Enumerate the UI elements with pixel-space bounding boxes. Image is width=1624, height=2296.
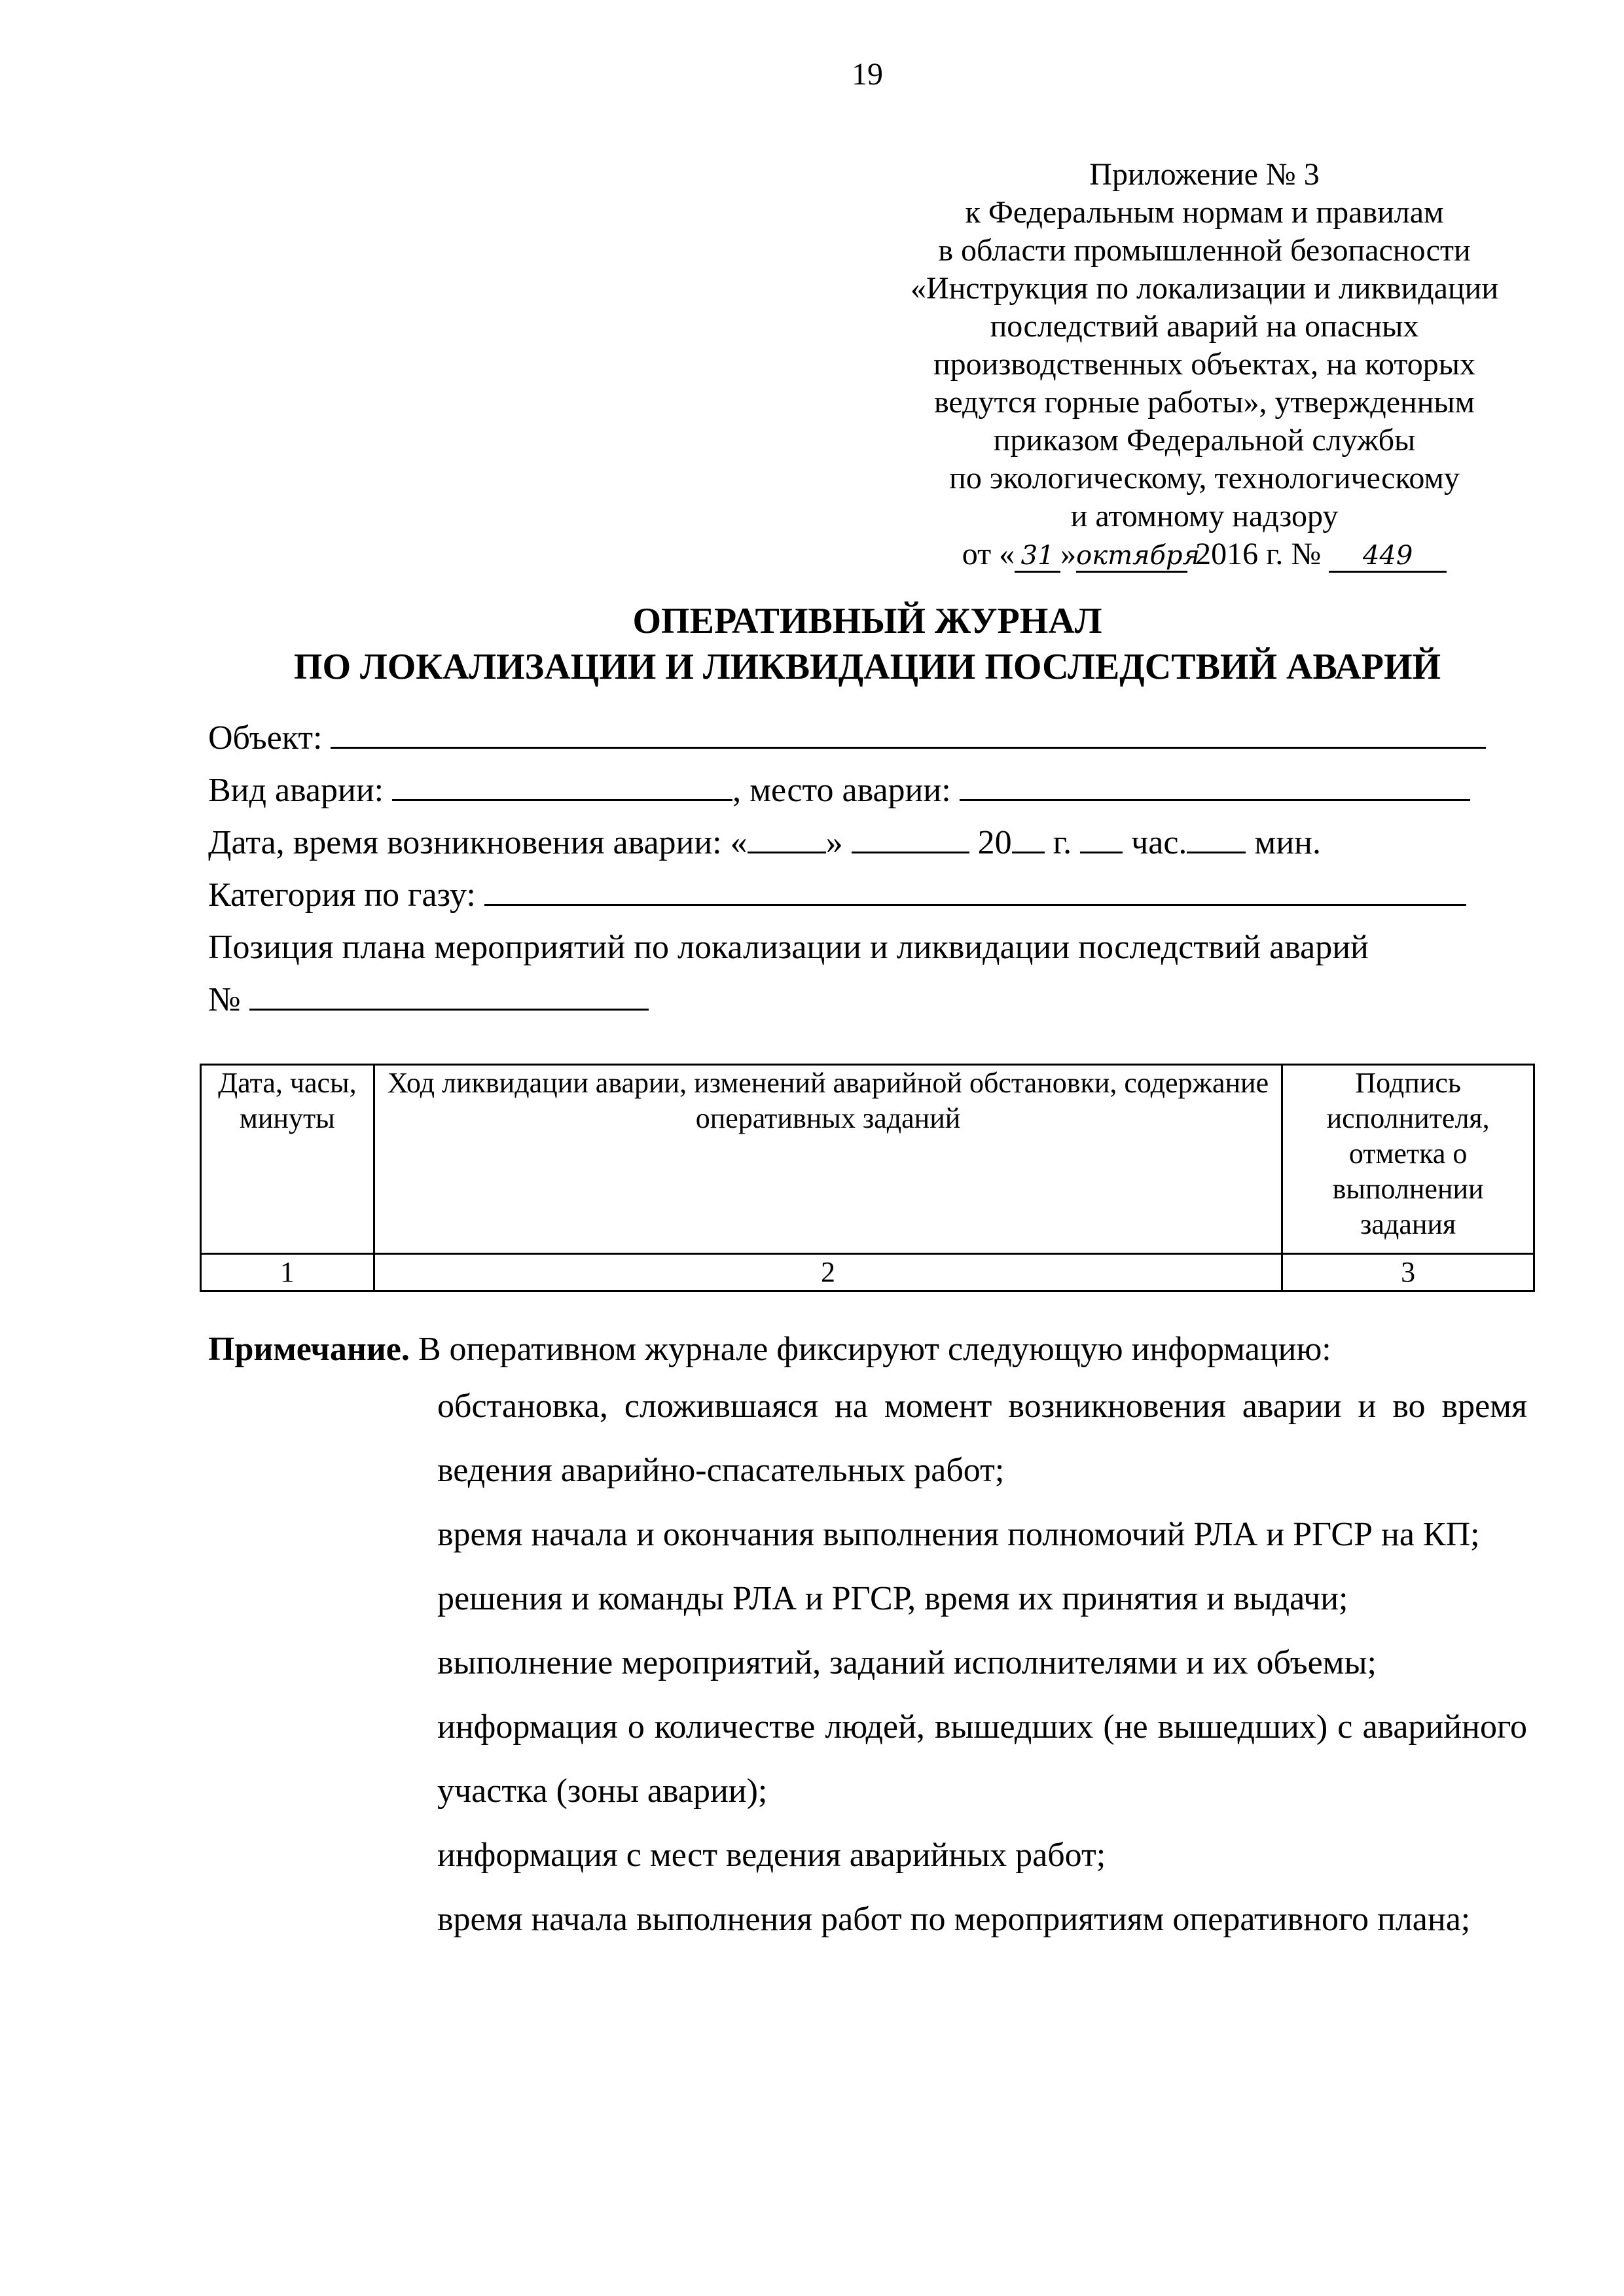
month-field[interactable] — [852, 825, 969, 853]
column-number: 1 — [201, 1254, 374, 1291]
accident-place-label: , место аварии: — [732, 772, 951, 809]
handwritten-order-number: 449 — [1329, 541, 1447, 573]
appendix-line: к Федеральным нормам и правилам — [965, 195, 1444, 230]
gas-category-row — [208, 876, 1527, 914]
appendix-line: Приложение № 3 — [1089, 157, 1320, 192]
appendix-line: последствий аварий на опасных — [990, 309, 1419, 344]
day-field[interactable] — [748, 825, 826, 853]
minute-label: мин. — [1254, 824, 1321, 861]
object-field[interactable] — [331, 721, 1486, 749]
appendix-line: и атомному надзору — [1070, 499, 1339, 533]
list-item: решения и команды РЛА и РГСР, время их принятия и выдачи; — [437, 1580, 1348, 1617]
handwritten-day: 31 — [1015, 541, 1060, 573]
header-signature: Подпись исполнителя, отметка о выполнении задания — [1282, 1065, 1534, 1254]
plan-number-field[interactable] — [249, 982, 649, 1011]
accident-type-label: Вид аварии: — [208, 772, 384, 809]
column-number: 3 — [1282, 1254, 1534, 1291]
date-mid: » — [1060, 537, 1077, 571]
year-suffix: г. — [1053, 824, 1072, 861]
hour-label: час. — [1131, 824, 1187, 861]
table-header-row — [201, 1065, 1534, 1254]
header-datetime: Дата, часы, минуты — [201, 1065, 374, 1254]
plan-position-row — [208, 928, 1527, 967]
accident-type-row — [208, 771, 1527, 810]
minute-field[interactable] — [1187, 825, 1246, 853]
title-line-2: ПО ЛОКАЛИЗАЦИИ И ЛИКВИДАЦИИ ПОСЛЕДСТВИЙ АВАРИЙ — [293, 647, 1441, 687]
list-item: выполнение мероприятий, заданий исполнителями и их объемы; — [437, 1644, 1377, 1681]
list-item: информация о количестве людей, вышедших (не вышедших) с аварийного участка (зоны аварии); — [437, 1708, 1527, 1810]
note-label: Примечание. — [208, 1331, 410, 1368]
hour-field[interactable] — [1080, 825, 1123, 853]
appendix-line: приказом Федеральной службы — [993, 423, 1416, 457]
datetime-row — [208, 823, 1527, 862]
datetime-label: Дата, время возникновения аварии: « — [208, 824, 748, 861]
accident-type-field[interactable] — [392, 773, 732, 801]
list-item: обстановка, сложившаяся на момент возникновения аварии и во время ведения аварийно-спасательных работ; — [437, 1388, 1527, 1489]
year-prefix: 20 — [977, 824, 1012, 861]
header-progress: Ход ликвидации аварии, изменений аварийной обстановки, содержание оперативных заданий — [374, 1065, 1282, 1254]
plan-number-label: № — [208, 981, 241, 1018]
list-item: время начала и окончания выполнения полномочий РЛА и РГСР на КП; — [437, 1516, 1480, 1553]
appendix-block — [844, 156, 1564, 573]
operational-log-table — [200, 1064, 1535, 1292]
column-number: 2 — [374, 1254, 1282, 1291]
appendix-line: производственных объектах, на которых — [933, 347, 1476, 382]
date-year: 2016 г. № — [1195, 537, 1322, 571]
page-number: 19 — [852, 57, 883, 92]
object-label: Объект: — [208, 719, 323, 757]
note-list — [437, 1374, 1527, 1952]
note-intro: В оперативном журнале фиксируют следующую информацию: — [409, 1331, 1331, 1368]
handwritten-month: октября — [1076, 541, 1187, 573]
gas-category-label: Категория по газу: — [208, 876, 476, 914]
list-item: время начала выполнения работ по мероприятиям оперативного плана; — [437, 1901, 1471, 1938]
plan-position-label: Позиция плана мероприятий по локализации и ликвидации последствий аварий — [208, 929, 1369, 966]
year-field[interactable] — [1012, 825, 1045, 853]
object-row — [208, 719, 1527, 757]
quote-close: » — [825, 824, 843, 861]
appendix-date-line — [844, 535, 1564, 573]
accident-place-field[interactable] — [960, 773, 1470, 801]
appendix-line: по экологическому, технологическому — [949, 461, 1460, 495]
document-title — [0, 598, 1624, 690]
gas-category-field[interactable] — [484, 878, 1466, 906]
appendix-line: ведутся горные работы», утвержденным — [933, 385, 1475, 420]
note-heading — [208, 1330, 1331, 1369]
appendix-line: «Инструкция по локализации и ликвидации — [910, 271, 1499, 306]
plan-number-row — [208, 980, 1527, 1019]
date-prefix: от « — [962, 537, 1015, 571]
appendix-line: в области промышленной безопасности — [938, 233, 1471, 268]
table-number-row — [201, 1254, 1534, 1291]
list-item: информация с мест ведения аварийных работ; — [437, 1837, 1106, 1874]
title-line-1: ОПЕРАТИВНЫЙ ЖУРНАЛ — [632, 601, 1102, 641]
